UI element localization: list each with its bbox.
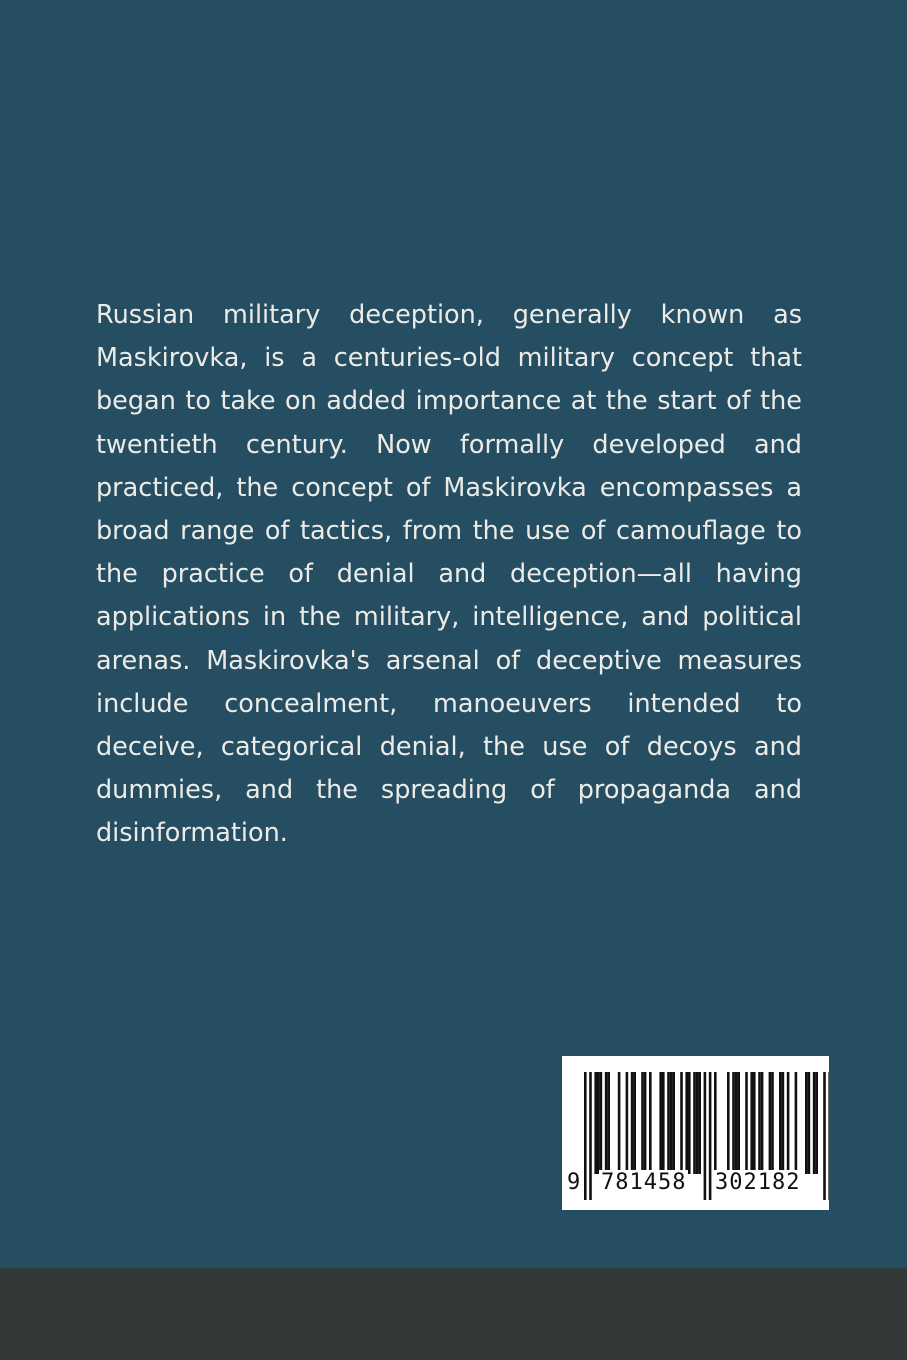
barcode-bar [761,1072,764,1174]
barcode-bar [771,1072,774,1174]
barcode-bar [813,1072,816,1174]
barcode-bar [815,1072,818,1174]
barcode-guard-bar [709,1072,712,1200]
barcode-bar [688,1072,691,1174]
barcode-guard-bar [828,1072,829,1200]
barcode-bar [667,1072,670,1174]
barcode-bar [626,1072,629,1174]
barcode-bar [779,1072,782,1174]
bottom-band [0,1268,907,1360]
barcode-bar [607,1072,610,1174]
barcode-guard-bar [823,1072,826,1200]
barcode-bar [649,1072,652,1174]
barcode-bar [745,1072,748,1174]
barcode-bar [795,1072,798,1174]
barcode-bar [662,1072,665,1174]
barcode-bar [753,1072,756,1174]
barcode-bar [594,1072,597,1174]
barcode-bar [805,1072,808,1174]
barcode-bar [714,1072,717,1174]
barcode-bar [758,1072,761,1174]
barcode-bar [618,1072,621,1174]
isbn-barcode [562,1056,829,1210]
barcode-bar [732,1072,735,1174]
barcode-bar [737,1072,740,1174]
book-description: Russian military deception, generally known as Maskirovka, is a centuries-old military concept that began to take on added importance at the start of the twentieth century. Now formally developed and practiced, the concept of Maskirovka encompasses a broad range of tactics, from the use of camouflage to the practice of denial and deception—all having applications in the military, intelligence, and political arenas. Maskirovka's arsenal of deceptive measures include concealment, manoeuvers intended to deceive, categorical denial, the use of decoys and dummies, and the spreading of propaganda and disinformation. [96,300,802,849]
barcode-bar [693,1072,696,1174]
barcode-bar [672,1072,675,1174]
barcode-bar [680,1072,683,1174]
barcode-bar [600,1072,603,1174]
barcode-bar [644,1072,647,1174]
barcode-bar [659,1072,662,1174]
barcode-right-group: 302182 [715,1170,801,1195]
barcode-bar [698,1072,701,1174]
barcode-bar [808,1072,811,1174]
barcode-bar [750,1072,753,1174]
barcode-bar [605,1072,608,1174]
barcode-guard-bar [589,1072,592,1200]
barcode-bar [631,1072,634,1174]
barcode-guard-bar [584,1072,587,1200]
barcode-bar [641,1072,644,1174]
barcode-bar [685,1072,688,1174]
barcode-bar [696,1072,699,1174]
barcode-bar [787,1072,790,1174]
barcode-guard-bar [704,1072,707,1200]
barcode-bar [670,1072,673,1174]
barcode-first-digit: 9 [567,1170,581,1195]
barcode-bar [769,1072,772,1174]
barcode-left-group: 781458 [601,1170,687,1195]
barcode-bar [782,1072,785,1174]
barcode-bar [597,1072,600,1174]
barcode-bar [633,1072,636,1174]
barcode-bar [735,1072,738,1174]
barcode-bar [727,1072,730,1174]
